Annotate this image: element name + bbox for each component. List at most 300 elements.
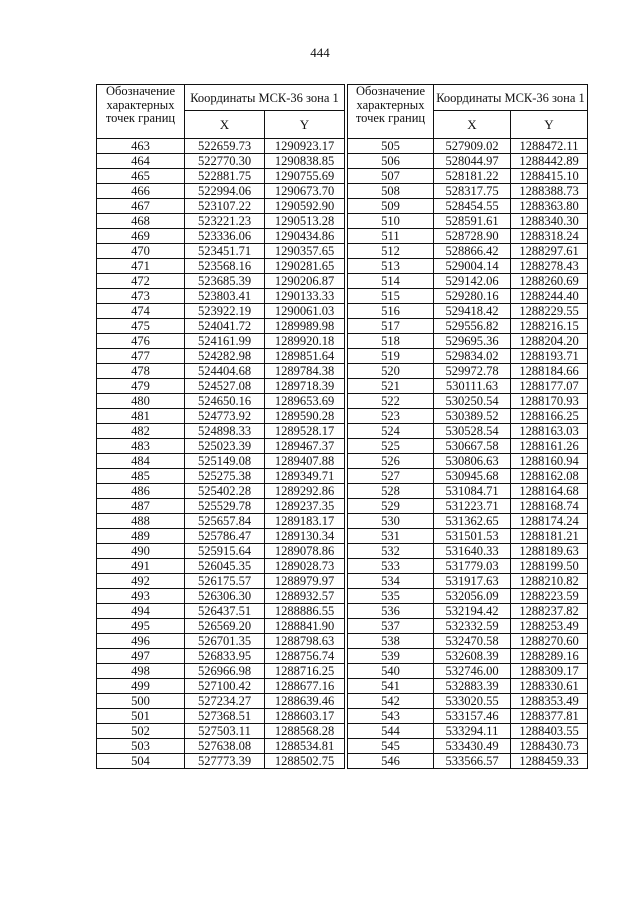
x-coordinate-cell: 530528.54 xyxy=(434,424,511,439)
y-coordinate-cell: 1290133.33 xyxy=(265,289,345,304)
table-row xyxy=(97,649,345,664)
x-coordinate-cell: 529142.06 xyxy=(434,274,511,289)
point-number-cell: 512 xyxy=(348,244,434,259)
table-row xyxy=(97,679,345,694)
header-y: Y xyxy=(265,111,345,139)
y-coordinate-cell: 1288193.71 xyxy=(511,349,588,364)
y-coordinate-cell: 1288330.61 xyxy=(511,679,588,694)
table-row xyxy=(348,364,588,379)
y-coordinate-cell: 1288237.82 xyxy=(511,604,588,619)
y-coordinate-cell: 1290434.86 xyxy=(265,229,345,244)
point-number-cell: 503 xyxy=(97,739,185,754)
y-coordinate-cell: 1290673.70 xyxy=(265,184,345,199)
y-coordinate-cell: 1288223.59 xyxy=(511,589,588,604)
table-row xyxy=(348,709,588,724)
header-y: Y xyxy=(511,111,588,139)
table-row xyxy=(97,304,345,319)
y-coordinate-cell: 1288289.16 xyxy=(511,649,588,664)
point-number-cell: 517 xyxy=(348,319,434,334)
x-coordinate-cell: 532470.58 xyxy=(434,634,511,649)
point-number-cell: 511 xyxy=(348,229,434,244)
table-row xyxy=(97,469,345,484)
x-coordinate-cell: 528454.55 xyxy=(434,199,511,214)
point-number-cell: 499 xyxy=(97,679,185,694)
table-row xyxy=(97,514,345,529)
table-row xyxy=(348,334,588,349)
point-number-cell: 536 xyxy=(348,604,434,619)
table-row xyxy=(97,424,345,439)
x-coordinate-cell: 524527.08 xyxy=(185,379,265,394)
table-row xyxy=(97,154,345,169)
table-row xyxy=(97,574,345,589)
point-number-cell: 494 xyxy=(97,604,185,619)
x-coordinate-cell: 528591.61 xyxy=(434,214,511,229)
y-coordinate-cell: 1288160.94 xyxy=(511,454,588,469)
point-number-cell: 468 xyxy=(97,214,185,229)
point-number-cell: 520 xyxy=(348,364,434,379)
x-coordinate-cell: 522770.30 xyxy=(185,154,265,169)
table-row xyxy=(348,379,588,394)
x-coordinate-cell: 526175.57 xyxy=(185,574,265,589)
table-row xyxy=(97,664,345,679)
y-coordinate-cell: 1288170.93 xyxy=(511,394,588,409)
x-coordinate-cell: 529834.02 xyxy=(434,349,511,364)
table-row xyxy=(348,679,588,694)
y-coordinate-cell: 1289653.69 xyxy=(265,394,345,409)
y-coordinate-cell: 1290357.65 xyxy=(265,244,345,259)
x-coordinate-cell: 528317.75 xyxy=(434,184,511,199)
table-row xyxy=(348,604,588,619)
x-coordinate-cell: 527638.08 xyxy=(185,739,265,754)
point-number-cell: 530 xyxy=(348,514,434,529)
y-coordinate-cell: 1290061.03 xyxy=(265,304,345,319)
table-row xyxy=(348,514,588,529)
y-coordinate-cell: 1289590.28 xyxy=(265,409,345,424)
y-coordinate-cell: 1289028.73 xyxy=(265,559,345,574)
table-row xyxy=(97,709,345,724)
x-coordinate-cell: 527234.27 xyxy=(185,694,265,709)
y-coordinate-cell: 1290281.65 xyxy=(265,259,345,274)
point-number-cell: 480 xyxy=(97,394,185,409)
point-number-cell: 477 xyxy=(97,349,185,364)
point-number-cell: 543 xyxy=(348,709,434,724)
x-coordinate-cell: 525402.28 xyxy=(185,484,265,499)
y-coordinate-cell: 1288798.63 xyxy=(265,634,345,649)
y-coordinate-cell: 1288534.81 xyxy=(265,739,345,754)
y-coordinate-cell: 1288210.82 xyxy=(511,574,588,589)
table-row xyxy=(97,634,345,649)
x-coordinate-cell: 529695.36 xyxy=(434,334,511,349)
y-coordinate-cell: 1289130.34 xyxy=(265,529,345,544)
x-coordinate-cell: 526701.35 xyxy=(185,634,265,649)
point-number-cell: 532 xyxy=(348,544,434,559)
x-coordinate-cell: 530667.58 xyxy=(434,439,511,454)
point-number-cell: 529 xyxy=(348,499,434,514)
x-coordinate-cell: 531084.71 xyxy=(434,484,511,499)
y-coordinate-cell: 1288253.49 xyxy=(511,619,588,634)
point-number-cell: 542 xyxy=(348,694,434,709)
point-number-cell: 478 xyxy=(97,364,185,379)
x-coordinate-cell: 527773.39 xyxy=(185,754,265,769)
y-coordinate-cell: 1289784.38 xyxy=(265,364,345,379)
table-row xyxy=(348,304,588,319)
table-row xyxy=(97,334,345,349)
y-coordinate-cell: 1288184.66 xyxy=(511,364,588,379)
point-number-cell: 498 xyxy=(97,664,185,679)
y-coordinate-cell: 1288163.03 xyxy=(511,424,588,439)
table-row xyxy=(97,559,345,574)
table-row xyxy=(348,439,588,454)
x-coordinate-cell: 526569.20 xyxy=(185,619,265,634)
point-number-cell: 474 xyxy=(97,304,185,319)
table-row xyxy=(97,499,345,514)
x-coordinate-cell: 532608.39 xyxy=(434,649,511,664)
y-coordinate-cell: 1288216.15 xyxy=(511,319,588,334)
table-row xyxy=(97,184,345,199)
table-row xyxy=(97,244,345,259)
y-coordinate-cell: 1289851.64 xyxy=(265,349,345,364)
table-row xyxy=(97,439,345,454)
point-number-cell: 527 xyxy=(348,469,434,484)
header-designation: Обозначение характерных точек границ xyxy=(97,85,185,139)
x-coordinate-cell: 526306.30 xyxy=(185,589,265,604)
point-number-cell: 482 xyxy=(97,424,185,439)
table-row xyxy=(348,664,588,679)
x-coordinate-cell: 527503.11 xyxy=(185,724,265,739)
table-row xyxy=(348,619,588,634)
y-coordinate-cell: 1288756.74 xyxy=(265,649,345,664)
point-number-cell: 466 xyxy=(97,184,185,199)
table-row xyxy=(348,169,588,184)
point-number-cell: 467 xyxy=(97,199,185,214)
x-coordinate-cell: 533157.46 xyxy=(434,709,511,724)
point-number-cell: 510 xyxy=(348,214,434,229)
point-number-cell: 526 xyxy=(348,454,434,469)
x-coordinate-cell: 525657.84 xyxy=(185,514,265,529)
x-coordinate-cell: 530806.63 xyxy=(434,454,511,469)
x-coordinate-cell: 524041.72 xyxy=(185,319,265,334)
table-row xyxy=(97,259,345,274)
x-coordinate-cell: 526833.95 xyxy=(185,649,265,664)
table-row xyxy=(348,694,588,709)
y-coordinate-cell: 1289349.71 xyxy=(265,469,345,484)
x-coordinate-cell: 522994.06 xyxy=(185,184,265,199)
y-coordinate-cell: 1288415.10 xyxy=(511,169,588,184)
y-coordinate-cell: 1288472.11 xyxy=(511,139,588,154)
x-coordinate-cell: 531362.65 xyxy=(434,514,511,529)
y-coordinate-cell: 1288841.90 xyxy=(265,619,345,634)
point-number-cell: 491 xyxy=(97,559,185,574)
point-number-cell: 502 xyxy=(97,724,185,739)
y-coordinate-cell: 1288229.55 xyxy=(511,304,588,319)
point-number-cell: 484 xyxy=(97,454,185,469)
table-row xyxy=(348,754,588,769)
table-row xyxy=(97,754,345,769)
table-row xyxy=(348,634,588,649)
point-number-cell: 515 xyxy=(348,289,434,304)
point-number-cell: 485 xyxy=(97,469,185,484)
point-number-cell: 538 xyxy=(348,634,434,649)
table-row xyxy=(348,319,588,334)
y-coordinate-cell: 1288297.61 xyxy=(511,244,588,259)
point-number-cell: 501 xyxy=(97,709,185,724)
point-number-cell: 493 xyxy=(97,589,185,604)
x-coordinate-cell: 528044.97 xyxy=(434,154,511,169)
point-number-cell: 522 xyxy=(348,394,434,409)
point-number-cell: 471 xyxy=(97,259,185,274)
table-row xyxy=(97,454,345,469)
table-row xyxy=(97,364,345,379)
page-number: 444 xyxy=(310,45,330,60)
x-coordinate-cell: 523336.06 xyxy=(185,229,265,244)
x-coordinate-cell: 529556.82 xyxy=(434,319,511,334)
y-coordinate-cell: 1289467.37 xyxy=(265,439,345,454)
y-coordinate-cell: 1288164.68 xyxy=(511,484,588,499)
x-coordinate-cell: 530389.52 xyxy=(434,409,511,424)
point-number-cell: 544 xyxy=(348,724,434,739)
point-number-cell: 505 xyxy=(348,139,434,154)
x-coordinate-cell: 531223.71 xyxy=(434,499,511,514)
table-row xyxy=(97,694,345,709)
header-x: X xyxy=(185,111,265,139)
table-row xyxy=(348,589,588,604)
y-coordinate-cell: 1289292.86 xyxy=(265,484,345,499)
y-coordinate-cell: 1288363.80 xyxy=(511,199,588,214)
y-coordinate-cell: 1289989.98 xyxy=(265,319,345,334)
point-number-cell: 525 xyxy=(348,439,434,454)
x-coordinate-cell: 529972.78 xyxy=(434,364,511,379)
y-coordinate-cell: 1289407.88 xyxy=(265,454,345,469)
x-coordinate-cell: 531779.03 xyxy=(434,559,511,574)
y-coordinate-cell: 1288603.17 xyxy=(265,709,345,724)
x-coordinate-cell: 533294.11 xyxy=(434,724,511,739)
y-coordinate-cell: 1288442.89 xyxy=(511,154,588,169)
table-row xyxy=(97,724,345,739)
point-number-cell: 506 xyxy=(348,154,434,169)
point-number-cell: 524 xyxy=(348,424,434,439)
table-row xyxy=(97,544,345,559)
x-coordinate-cell: 532056.09 xyxy=(434,589,511,604)
point-number-cell: 465 xyxy=(97,169,185,184)
y-coordinate-cell: 1288168.74 xyxy=(511,499,588,514)
x-coordinate-cell: 525023.39 xyxy=(185,439,265,454)
point-number-cell: 479 xyxy=(97,379,185,394)
table-row xyxy=(348,214,588,229)
table-row xyxy=(348,499,588,514)
point-number-cell: 531 xyxy=(348,529,434,544)
x-coordinate-cell: 531501.53 xyxy=(434,529,511,544)
point-number-cell: 508 xyxy=(348,184,434,199)
table-row xyxy=(97,274,345,289)
y-coordinate-cell: 1289078.86 xyxy=(265,544,345,559)
table-row xyxy=(348,154,588,169)
y-coordinate-cell: 1289528.17 xyxy=(265,424,345,439)
y-coordinate-cell: 1288677.16 xyxy=(265,679,345,694)
point-number-cell: 535 xyxy=(348,589,434,604)
x-coordinate-cell: 523107.22 xyxy=(185,199,265,214)
y-coordinate-cell: 1288979.97 xyxy=(265,574,345,589)
table-row xyxy=(97,604,345,619)
y-coordinate-cell: 1288502.75 xyxy=(265,754,345,769)
point-number-cell: 495 xyxy=(97,619,185,634)
header-coordinates: Координаты МСК-36 зона 1 xyxy=(185,85,345,111)
point-number-cell: 509 xyxy=(348,199,434,214)
x-coordinate-cell: 526966.98 xyxy=(185,664,265,679)
point-number-cell: 507 xyxy=(348,169,434,184)
table-row xyxy=(97,199,345,214)
point-number-cell: 472 xyxy=(97,274,185,289)
x-coordinate-cell: 528728.90 xyxy=(434,229,511,244)
y-coordinate-cell: 1288459.33 xyxy=(511,754,588,769)
x-coordinate-cell: 523922.19 xyxy=(185,304,265,319)
y-coordinate-cell: 1288353.49 xyxy=(511,694,588,709)
x-coordinate-cell: 533020.55 xyxy=(434,694,511,709)
x-coordinate-cell: 532883.39 xyxy=(434,679,511,694)
point-number-cell: 519 xyxy=(348,349,434,364)
point-number-cell: 475 xyxy=(97,319,185,334)
table-row xyxy=(348,484,588,499)
point-number-cell: 463 xyxy=(97,139,185,154)
table-row xyxy=(348,349,588,364)
point-number-cell: 533 xyxy=(348,559,434,574)
y-coordinate-cell: 1290923.17 xyxy=(265,139,345,154)
point-number-cell: 541 xyxy=(348,679,434,694)
y-coordinate-cell: 1288181.21 xyxy=(511,529,588,544)
x-coordinate-cell: 528181.22 xyxy=(434,169,511,184)
y-coordinate-cell: 1288204.20 xyxy=(511,334,588,349)
table-row xyxy=(348,469,588,484)
y-coordinate-cell: 1290755.69 xyxy=(265,169,345,184)
x-coordinate-cell: 529280.16 xyxy=(434,289,511,304)
table-row xyxy=(348,139,588,154)
x-coordinate-cell: 529418.42 xyxy=(434,304,511,319)
table-row xyxy=(97,139,345,154)
point-number-cell: 489 xyxy=(97,529,185,544)
table-row xyxy=(348,739,588,754)
point-number-cell: 470 xyxy=(97,244,185,259)
point-number-cell: 528 xyxy=(348,484,434,499)
table-row xyxy=(348,244,588,259)
point-number-cell: 488 xyxy=(97,514,185,529)
y-coordinate-cell: 1289920.18 xyxy=(265,334,345,349)
point-number-cell: 513 xyxy=(348,259,434,274)
y-coordinate-cell: 1288177.07 xyxy=(511,379,588,394)
x-coordinate-cell: 523451.71 xyxy=(185,244,265,259)
point-number-cell: 534 xyxy=(348,574,434,589)
x-coordinate-cell: 533430.49 xyxy=(434,739,511,754)
header-designation: Обозначение характерных точек границ xyxy=(348,85,434,139)
point-number-cell: 516 xyxy=(348,304,434,319)
table-row xyxy=(348,649,588,664)
table-row xyxy=(348,274,588,289)
coordinates-table-right xyxy=(347,84,588,769)
point-number-cell: 469 xyxy=(97,229,185,244)
y-coordinate-cell: 1289718.39 xyxy=(265,379,345,394)
y-coordinate-cell: 1290838.85 xyxy=(265,154,345,169)
point-number-cell: 545 xyxy=(348,739,434,754)
table-row xyxy=(348,199,588,214)
table-row xyxy=(348,409,588,424)
x-coordinate-cell: 525529.78 xyxy=(185,499,265,514)
y-coordinate-cell: 1289237.35 xyxy=(265,499,345,514)
x-coordinate-cell: 525275.38 xyxy=(185,469,265,484)
point-number-cell: 490 xyxy=(97,544,185,559)
table-row xyxy=(348,229,588,244)
x-coordinate-cell: 524773.92 xyxy=(185,409,265,424)
point-number-cell: 514 xyxy=(348,274,434,289)
table-row xyxy=(348,259,588,274)
table-row xyxy=(97,214,345,229)
point-number-cell: 487 xyxy=(97,499,185,514)
y-coordinate-cell: 1288430.73 xyxy=(511,739,588,754)
point-number-cell: 540 xyxy=(348,664,434,679)
y-coordinate-cell: 1288318.24 xyxy=(511,229,588,244)
x-coordinate-cell: 523803.41 xyxy=(185,289,265,304)
x-coordinate-cell: 525786.47 xyxy=(185,529,265,544)
table-row xyxy=(348,289,588,304)
y-coordinate-cell: 1288716.25 xyxy=(265,664,345,679)
x-coordinate-cell: 523685.39 xyxy=(185,274,265,289)
point-number-cell: 481 xyxy=(97,409,185,424)
y-coordinate-cell: 1289183.17 xyxy=(265,514,345,529)
y-coordinate-cell: 1288260.69 xyxy=(511,274,588,289)
table-row xyxy=(97,229,345,244)
x-coordinate-cell: 524282.98 xyxy=(185,349,265,364)
table-row xyxy=(97,484,345,499)
coordinates-table-left xyxy=(96,84,345,769)
y-coordinate-cell: 1288932.57 xyxy=(265,589,345,604)
table-row xyxy=(97,739,345,754)
table-row xyxy=(97,319,345,334)
table-row xyxy=(97,349,345,364)
x-coordinate-cell: 530250.54 xyxy=(434,394,511,409)
header-x: X xyxy=(434,111,511,139)
x-coordinate-cell: 524404.68 xyxy=(185,364,265,379)
y-coordinate-cell: 1288199.50 xyxy=(511,559,588,574)
table-row xyxy=(348,184,588,199)
table-row xyxy=(348,454,588,469)
table-row xyxy=(97,379,345,394)
x-coordinate-cell: 532194.42 xyxy=(434,604,511,619)
x-coordinate-cell: 527368.51 xyxy=(185,709,265,724)
header-coordinates: Координаты МСК-36 зона 1 xyxy=(434,85,588,111)
y-coordinate-cell: 1288166.25 xyxy=(511,409,588,424)
point-number-cell: 546 xyxy=(348,754,434,769)
x-coordinate-cell: 523568.16 xyxy=(185,259,265,274)
y-coordinate-cell: 1288568.28 xyxy=(265,724,345,739)
point-number-cell: 500 xyxy=(97,694,185,709)
point-number-cell: 497 xyxy=(97,649,185,664)
table-row xyxy=(97,529,345,544)
x-coordinate-cell: 533566.57 xyxy=(434,754,511,769)
x-coordinate-cell: 524898.33 xyxy=(185,424,265,439)
y-coordinate-cell: 1288340.30 xyxy=(511,214,588,229)
table-row xyxy=(348,724,588,739)
point-number-cell: 486 xyxy=(97,484,185,499)
y-coordinate-cell: 1288377.81 xyxy=(511,709,588,724)
point-number-cell: 492 xyxy=(97,574,185,589)
point-number-cell: 483 xyxy=(97,439,185,454)
point-number-cell: 539 xyxy=(348,649,434,664)
x-coordinate-cell: 530111.63 xyxy=(434,379,511,394)
x-coordinate-cell: 522659.73 xyxy=(185,139,265,154)
x-coordinate-cell: 529004.14 xyxy=(434,259,511,274)
table-row xyxy=(348,424,588,439)
x-coordinate-cell: 525915.64 xyxy=(185,544,265,559)
y-coordinate-cell: 1288639.46 xyxy=(265,694,345,709)
x-coordinate-cell: 532746.00 xyxy=(434,664,511,679)
point-number-cell: 476 xyxy=(97,334,185,349)
